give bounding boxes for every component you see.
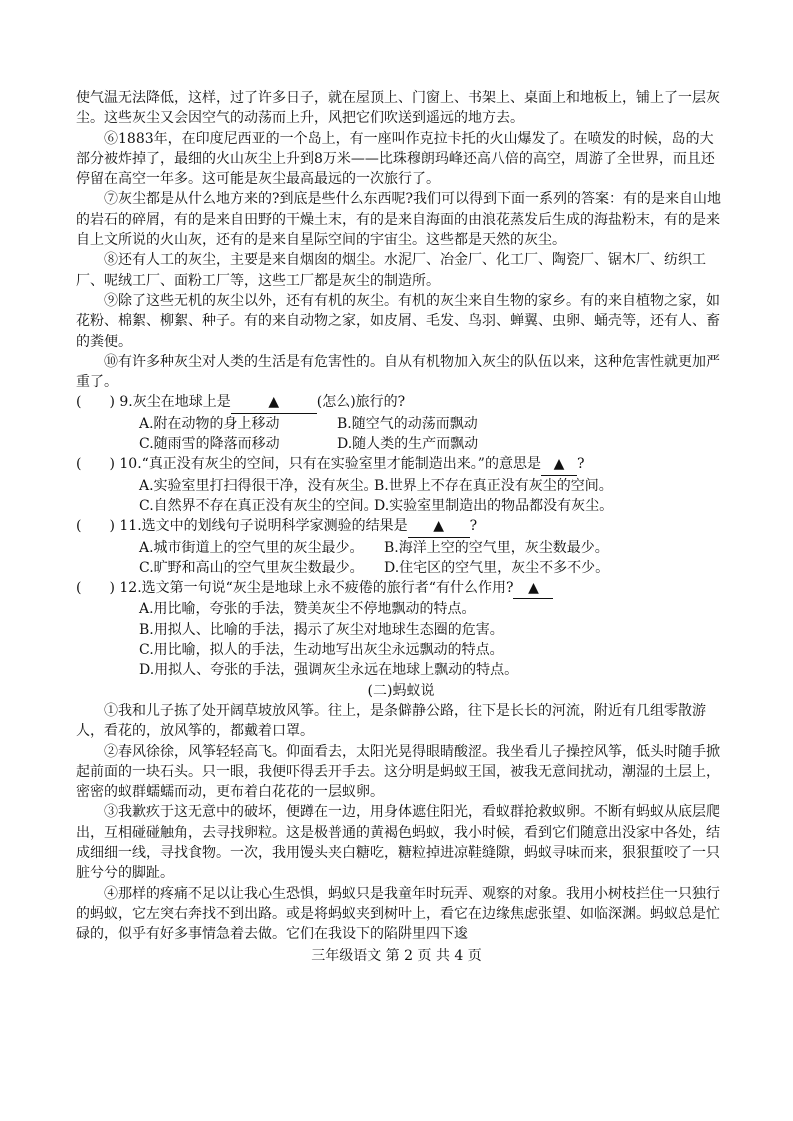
question-9-options-row-2 <box>76 434 726 454</box>
paragraph-b1: ①我和儿子拣了处开阔草坡放风筝。往上，是条僻静公路，往下是长长的河流，附近有几组零散游人，看花的，放风筝的，都戴着口罩。 <box>76 702 706 740</box>
answer-paren[interactable]: ( ) <box>76 456 115 473</box>
paragraph-b3: ③我歉疚于这无意中的破坏，便蹲在一边，用身体遮住阳光，看蚁群抢救蚁卵。不断有蚂蚁从底层爬出，互相碰碰触角，去寻找卵粒。这是极普通的黄褐色蚂蚁，我小时候，看到它们随意出没家中各处，结成细细一线，寻找食物。一次，我用馒头夹白糖吃，糖粒掉进凉鞋缝隙，蚂蚁寻味而来，狠狠蜇咬了一只脏兮兮的脚趾。 <box>76 804 720 882</box>
option-c[interactable]: C.随雨雪的降落而移动 <box>139 436 280 453</box>
document-body <box>76 88 726 944</box>
question-10-options-row-2 <box>76 496 726 516</box>
question-10-stem: ( ) 10.“真正没有灰尘的空间，只有在实验室里才能制造出来。”的意思是 ▲ ? <box>76 454 726 475</box>
option-b[interactable]: B.世界上不存在真正没有灰尘的空间。 <box>374 477 613 494</box>
question-12-stem: ( ) 12.选文第一句说“灰尘是地球上永不疲倦的旅行者“有什么作用? ▲ <box>76 578 726 599</box>
answer-blank[interactable]: ▲ <box>513 578 553 599</box>
answer-blank[interactable]: ▲ <box>231 392 317 413</box>
section-title: (二)蚂蚁说 <box>367 682 435 699</box>
option-a[interactable]: A.用比喻，夸张的手法，赞美灰尘不停地飘动的特点。 <box>139 601 476 618</box>
option-b[interactable]: B.随空气的动荡而飘动 <box>337 415 478 432</box>
page-footer: 三年级语文 第 2 页 共 4 页 <box>311 948 482 964</box>
question-11-stem: ( ) 11.选文中的划线句子说明科学家测验的结果是 ▲ ? <box>76 516 726 537</box>
paragraph-8: ⑧还有人工的灰尘，主要是来自烟囱的烟尘。水泥厂、冶金厂、化工厂、陶瓷厂、锯木厂、纺织工厂、呢绒工厂、面粉工厂等，这些工厂都是灰尘的制造所。 <box>76 252 706 289</box>
paragraph-10: ⑩有许多种灰尘对人类的生活是有危害性的。自从有机物加入灰尘的队伍以来，这种危害性就更加严重了。 <box>76 353 720 391</box>
option-d[interactable]: D.住宅区的空气里，灰尘不多不少。 <box>384 559 610 576</box>
question-12 <box>76 578 726 680</box>
paragraph-continuation: 使气温无法降低，这样，过了许多日子，就在屋顶上、门窗上、书架上、桌面上和地板上，铺上了一层灰尘。这些灰尘又会因空气的动荡而上升，风把它们吹送到遥远的地方去。 <box>76 90 720 127</box>
question-9-options-row-1 <box>76 414 726 434</box>
question-9-stem: ( ) 9.灰尘在地球上是 ▲ (怎么)旅行的? <box>76 392 726 413</box>
option-c[interactable]: C.旷野和高山的空气里灰尘数最少。 <box>139 559 364 576</box>
option-c[interactable]: C.用比喻，拟人的手法，生动地写出灰尘永远飘动的特点。 <box>139 642 504 659</box>
paragraph-b2: ②春风徐徐，风筝轻轻高飞。仰面看去，太阳光晃得眼睛酸涩。我坐看儿子操控风筝，低头时随手掀起前面的一块石头。只一眼，我便吓得丢开手去。这分明是蚂蚁王国，被我无意间扰动，潮湿的土层上，密密的蚁群蠕蠕而动，更布着白花花的一层蚁卵。 <box>76 743 720 801</box>
question-10 <box>76 454 726 516</box>
option-c[interactable]: C.自然界不存在真正没有灰尘的空间。 <box>139 497 378 514</box>
option-d[interactable]: D.用拟人、夸张的手法，强调灰尘永远在地球上飘动的特点。 <box>139 662 519 679</box>
answer-blank[interactable]: ▲ <box>408 516 470 537</box>
paragraph-9: ⑨除了这些无机的灰尘以外，还有有机的灰尘。有机的灰尘来自生物的家乡。有的来自植物之家，如花粉、棉絮、柳絮、种子。有的来自动物之家，如皮屑、毛发、鸟羽、蝉翼、虫卵、蛹壳等，还有人、畜的粪便。 <box>76 292 720 350</box>
question-11-options-row-1 <box>76 538 726 558</box>
option-b[interactable]: B.用拟人、比喻的手法，揭示了灰尘对地球生态圈的危害。 <box>139 621 504 638</box>
option-a[interactable]: A.城市街道上的空气里的灰尘最少。 <box>139 539 364 556</box>
paragraph-6: ⑥1883年，在印度尼西亚的一个岛上，有一座叫作克拉卡托的火山爆发了。在喷发的时候，岛的大部分被炸掉了，最细的火山灰尘上升到8万米——比珠穆朗玛峰还高八倍的高空，周游了全世界，而且还停留在高空一年多。这可能是灰尘最高最远的一次旅行了。 <box>76 130 715 188</box>
question-10-options-row-1 <box>76 476 726 496</box>
answer-paren[interactable]: ( ) <box>76 518 115 535</box>
question-11-options-row-2 <box>76 558 726 578</box>
option-d[interactable]: D.随人类的生产而飘动 <box>337 436 479 453</box>
option-b[interactable]: B.海洋上空的空气里，灰尘数最少。 <box>384 539 609 556</box>
option-d[interactable]: D.实验室里制造出的物品都没有灰尘。 <box>374 497 614 514</box>
answer-paren[interactable]: ( ) <box>76 580 115 597</box>
question-9 <box>76 392 726 454</box>
option-a[interactable]: A.附在动物的身上移动 <box>139 415 280 432</box>
option-a[interactable]: A.实验室里打扫得很干净，没有灰尘。 <box>139 477 378 494</box>
answer-paren[interactable]: ( ) <box>76 394 115 411</box>
paragraph-b4: ④那样的疼痛不足以让我心生恐惧，蚂蚁只是我童年时玩弄、观察的对象。我用小树枝拦住一只独行的蚂蚁，它左突右奔找不到出路。或是将蚂蚁夹到树叶上，看它在边缘焦虑张望、如临深渊。蚂蚁总是忙碌的，似乎有好多事情急着去做。它们在我设下的陷阱里四下逡 <box>76 885 720 943</box>
question-11 <box>76 516 726 578</box>
answer-blank[interactable]: ▲ <box>541 454 577 475</box>
paragraph-7: ⑦灰尘都是从什么地方来的?到底是些什么东西呢?我们可以得到下面一系列的答案：有的是来自山地的岩石的碎屑，有的是来自田野的干燥土末，有的是来自海面的由浪花蒸发后生成的海盐粉末，有的是来自上文所说的火山灰，还有的是来自星际空间的宇宙尘。这些都是天然的灰尘。 <box>76 191 722 249</box>
